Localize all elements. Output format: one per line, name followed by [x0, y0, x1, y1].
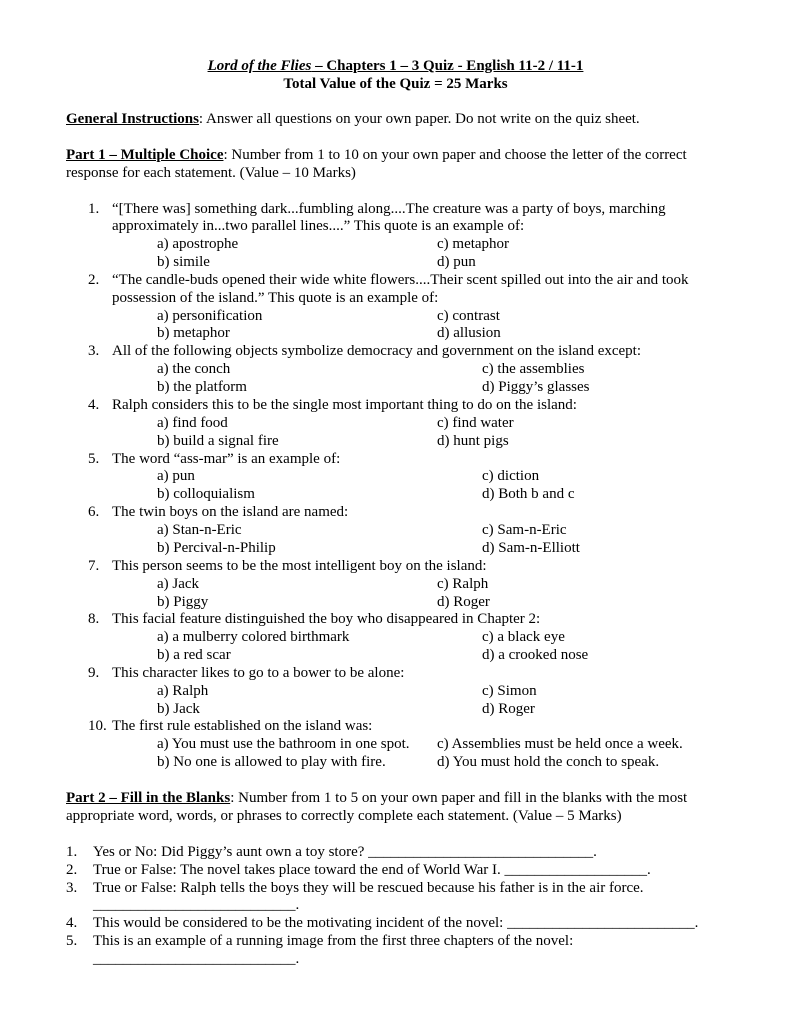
general-instructions-label: General Instructions [66, 111, 199, 127]
answer-option-b: b) Jack [157, 701, 200, 717]
answer-option-c: c) metaphor [437, 236, 510, 252]
question-number: 10. [88, 718, 107, 734]
question-number: 4. [88, 397, 100, 413]
answer-option-a: a) find food [157, 415, 228, 431]
fill-item-blank: ___________________________. [93, 951, 300, 967]
part2-instructions [66, 789, 687, 807]
fill-item-blank: ___________________________. [93, 897, 300, 913]
question-text: The twin boys on the island are named: [112, 504, 349, 520]
answer-option-d: d) allusion [437, 325, 501, 341]
answer-option-d: d) pun [437, 254, 476, 270]
fill-item-text: Yes or No: Did Piggy’s aunt own a toy store? ______________________________. [93, 844, 597, 860]
fill-item-number: 1. [66, 844, 78, 860]
answer-option-b: b) metaphor [157, 325, 230, 341]
question-text: This facial feature distinguished the boy who disappeared in Chapter 2: [112, 611, 541, 627]
question-text: The word “ass-mar” is an example of: [112, 451, 341, 467]
quiz-title [0, 57, 791, 75]
answer-option-a: a) Ralph [157, 683, 209, 699]
answer-option-d: d) Piggy’s glasses [482, 379, 590, 395]
part1-label: Part 1 – Multiple Choice [66, 147, 224, 163]
fill-item-number: 2. [66, 862, 78, 878]
answer-option-a: a) Stan-n-Eric [157, 522, 242, 538]
question-text: “[There was] something dark...fumbling along....The creature was a party of boys, marching [112, 201, 666, 217]
question-text: The first rule established on the island was: [112, 718, 373, 734]
answer-option-c: c) a black eye [482, 629, 565, 645]
question-text: possession of the island.” This quote is an example of: [112, 290, 439, 306]
answer-option-d: d) hunt pigs [437, 433, 509, 449]
question-text: This person seems to be the most intelligent boy on the island: [112, 558, 487, 574]
question-number: 2. [88, 272, 100, 288]
answer-option-c: c) contrast [437, 308, 500, 324]
question-number: 7. [88, 558, 100, 574]
part1-instructions-line2: response for each statement. (Value – 10 Marks) [66, 165, 356, 181]
part2-label: Part 2 – Fill in the Blanks [66, 790, 231, 806]
question-number: 1. [88, 201, 100, 217]
answer-option-a: a) personification [157, 308, 263, 324]
answer-option-b: b) a red scar [157, 647, 231, 663]
part1-instructions [66, 146, 687, 164]
part2-instructions-line2: appropriate word, words, or phrases to correctly complete each statement. (Value – 5 Marks) [66, 808, 622, 824]
answer-option-d: d) Roger [437, 594, 490, 610]
question-text: All of the following objects symbolize democracy and government on the island except: [112, 343, 642, 359]
answer-option-d: d) Both b and c [482, 486, 575, 502]
answer-option-d: d) You must hold the conch to speak. [437, 754, 660, 770]
answer-option-a: a) the conch [157, 361, 231, 377]
fill-item-number: 3. [66, 880, 78, 896]
answer-option-b: b) colloquialism [157, 486, 255, 502]
answer-option-b: b) Piggy [157, 594, 209, 610]
answer-option-c: c) Assemblies must be held once a week. [437, 736, 683, 752]
part2-text: : Number from 1 to 5 on your own paper and fill in the blanks with the most [230, 790, 688, 806]
general-instructions-text: : Answer all questions on your own paper. Do not write on the quiz sheet. [198, 111, 640, 127]
answer-option-d: d) Roger [482, 701, 535, 717]
fill-item-text: True or False: Ralph tells the boys they will be rescued because his father is in the air force. [93, 880, 644, 896]
question-number: 5. [88, 451, 100, 467]
answer-option-c: c) Ralph [437, 576, 489, 592]
answer-option-a: a) You must use the bathroom in one spot. [157, 736, 410, 752]
fill-item-text: This would be considered to be the motivating incident of the novel: _________________________. [93, 915, 699, 931]
fill-item-number: 5. [66, 933, 78, 949]
answer-option-c: c) Sam-n-Eric [482, 522, 567, 538]
answer-option-a: a) pun [157, 468, 195, 484]
quiz-subtitle: Total Value of the Quiz = 25 Marks [283, 76, 508, 92]
answer-option-b: b) simile [157, 254, 210, 270]
answer-option-c: c) the assemblies [482, 361, 585, 377]
question-number: 9. [88, 665, 100, 681]
answer-option-b: b) No one is allowed to play with fire. [157, 754, 386, 770]
fill-item-number: 4. [66, 915, 78, 931]
general-instructions [66, 110, 640, 128]
answer-option-c: c) diction [482, 468, 540, 484]
fill-item-text: True or False: The novel takes place toward the end of World War I. ___________________. [93, 862, 651, 878]
question-number: 8. [88, 611, 100, 627]
answer-option-d: d) a crooked nose [482, 647, 589, 663]
answer-option-a: a) a mulberry colored birthmark [157, 629, 350, 645]
quiz-title-rest: – Chapters 1 – 3 Quiz - English 11-2 / 11-1 [311, 58, 584, 74]
question-number: 3. [88, 343, 100, 359]
book-title: Lord of the Flies [207, 58, 312, 74]
answer-option-a: a) Jack [157, 576, 200, 592]
answer-option-b: b) Percival-n-Philip [157, 540, 276, 556]
answer-option-d: d) Sam-n-Elliott [482, 540, 580, 556]
fill-item-text: This is an example of a running image from the first three chapters of the novel: [93, 933, 574, 949]
answer-option-c: c) Simon [482, 683, 537, 699]
answer-option-b: b) build a signal fire [157, 433, 279, 449]
question-number: 6. [88, 504, 100, 520]
answer-option-a: a) apostrophe [157, 236, 239, 252]
answer-option-c: c) find water [437, 415, 514, 431]
answer-option-b: b) the platform [157, 379, 247, 395]
question-text: This character likes to go to a bower to be alone: [112, 665, 405, 681]
question-text: approximately in...two parallel lines....” This quote is an example of: [112, 218, 525, 234]
part1-text: : Number from 1 to 10 on your own paper and choose the letter of the correct [223, 147, 687, 163]
question-text: “The candle-buds opened their wide white flowers....Their scent spilled out into the air and took [112, 272, 689, 288]
question-text: Ralph considers this to be the single most important thing to do on the island: [112, 397, 577, 413]
